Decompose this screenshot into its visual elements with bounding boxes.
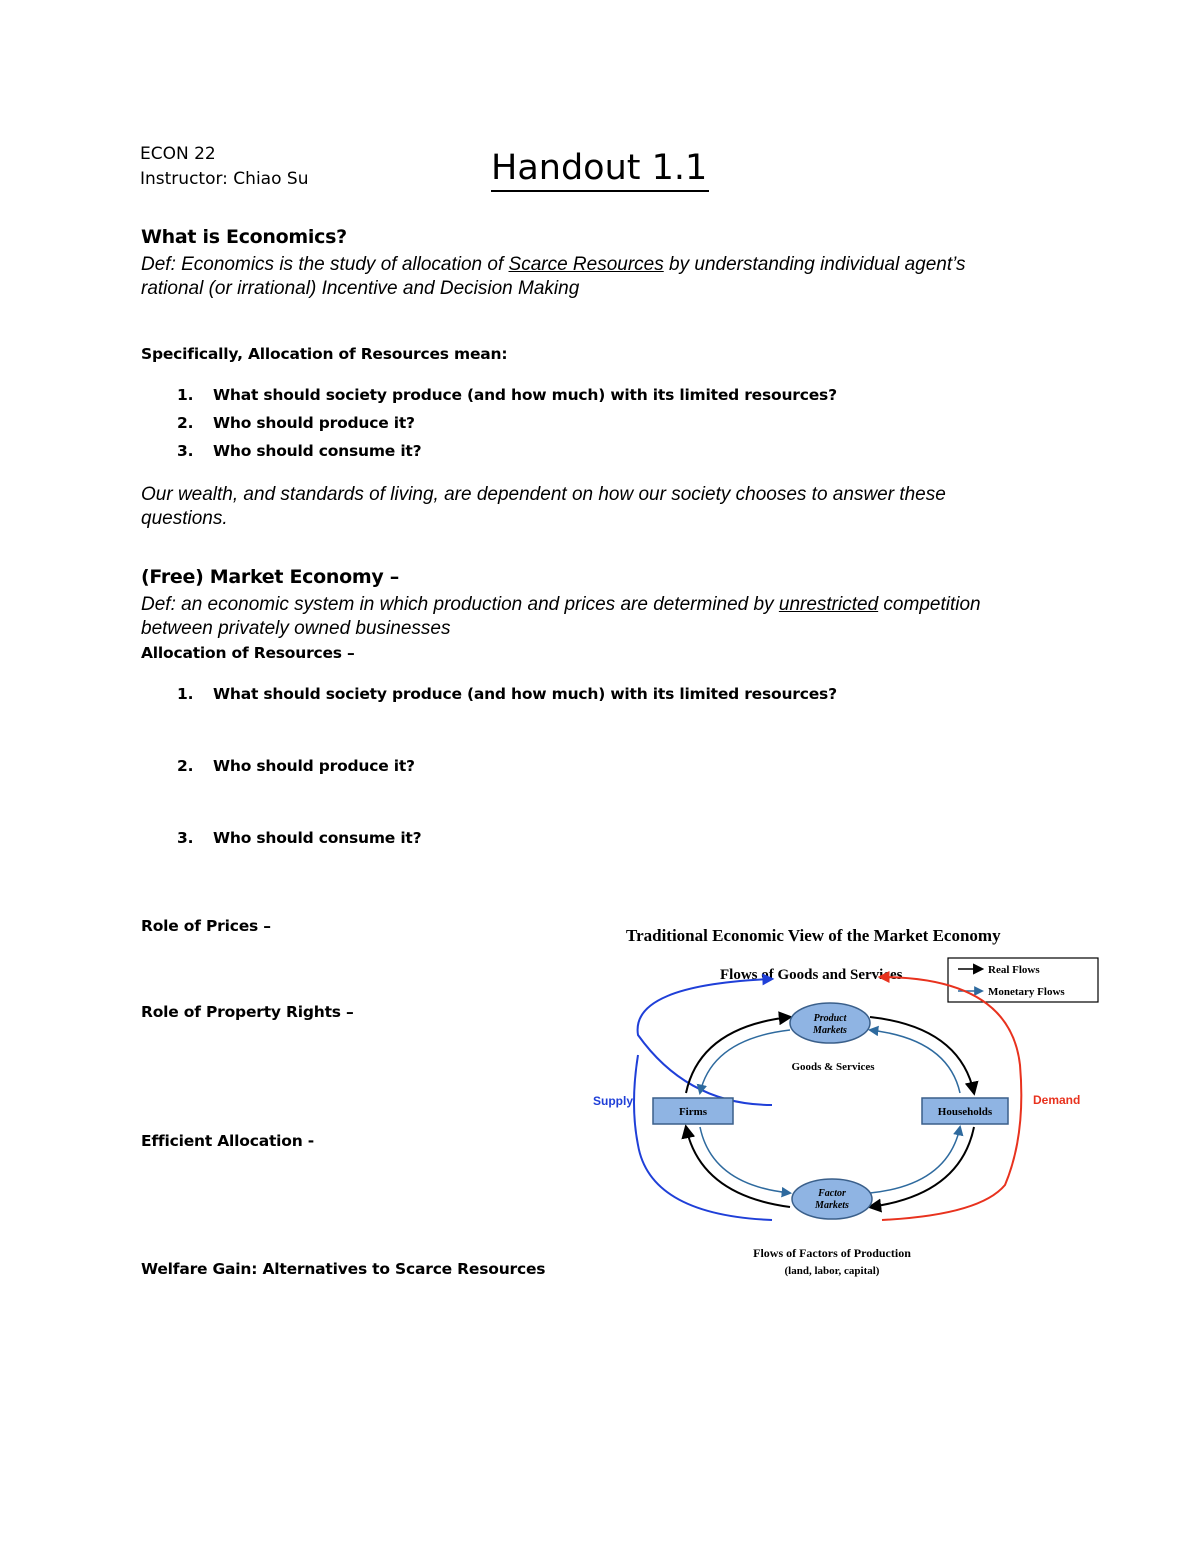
economics-definition — [141, 253, 1041, 301]
list-item — [177, 414, 415, 432]
real-flow-firms-to-product — [686, 1017, 790, 1093]
definition-text: between privately owned businesses — [141, 618, 451, 639]
course-code: ECON 22 — [140, 144, 216, 164]
section-heading-market-economy: (Free) Market Economy – — [141, 566, 399, 588]
real-flow-factor-to-firms — [686, 1127, 790, 1207]
factors-flow-label: Flows of Factors of Production — [753, 1246, 911, 1260]
list-item — [177, 442, 421, 460]
factor-markets-label: Markets — [815, 1200, 849, 1211]
list-number: 3. — [177, 829, 194, 847]
supply-label: Supply — [593, 1094, 634, 1108]
goods-services-label: Goods & Services — [791, 1061, 875, 1073]
allocation-subheading: Allocation of Resources – — [141, 644, 355, 662]
factor-markets-node — [792, 1179, 872, 1219]
definition-text: competition — [878, 594, 981, 615]
definition-underlined: Scarce Resources — [508, 254, 664, 275]
role-of-property-rights: Role of Property Rights – — [141, 1003, 354, 1021]
factor-markets-label: Factor — [818, 1188, 846, 1199]
demand-label: Demand — [1033, 1093, 1081, 1107]
monetary-flow-factor-to-households — [870, 1127, 960, 1193]
list-text: What should society produce (and how much) with its limited resources? — [213, 685, 837, 703]
list-item — [177, 757, 415, 775]
legend-monetary-flows: Monetary Flows — [988, 986, 1065, 998]
list-number: 2. — [177, 414, 194, 432]
definition-underlined: unrestricted — [778, 594, 879, 615]
real-flow-product-to-households — [870, 1017, 974, 1093]
list-text: Who should produce it? — [213, 414, 415, 432]
wealth-note — [141, 483, 1041, 531]
legend-real-flows: Real Flows — [988, 964, 1040, 976]
list-text: Who should consume it? — [213, 442, 422, 460]
page-title: Handout 1.1 — [491, 146, 709, 192]
product-markets-label: Markets — [813, 1025, 847, 1036]
welfare-gain: Welfare Gain: Alternatives to Scarce Resources — [141, 1260, 546, 1278]
households-label: Households — [937, 1106, 993, 1118]
instructor-name: Instructor: Chiao Su — [140, 169, 309, 189]
firms-label: Firms — [678, 1106, 708, 1118]
definition-text: Def: Economics is the study of allocation of — [141, 254, 509, 275]
factors-flow-sublabel: (land, labor, capital) — [784, 1265, 880, 1277]
list-text: What should society produce (and how much) with its limited resources? — [213, 386, 837, 404]
list-number: 2. — [177, 757, 194, 775]
definition-text: by understanding individual agent’s — [663, 254, 966, 275]
list-number: 3. — [177, 442, 194, 460]
definition-text: Def: an economic system in which production and prices are determined by — [141, 594, 779, 615]
product-markets-label: Product — [813, 1013, 847, 1024]
list-number: 1. — [177, 685, 194, 703]
goods-flow-label: Flows of Goods and Services — [720, 967, 903, 983]
section-heading-economics: What is Economics? — [141, 226, 347, 248]
real-flow-households-to-factor — [870, 1127, 974, 1207]
market-economy-definition — [141, 593, 1041, 641]
monetary-flow-firms-to-factor — [700, 1127, 790, 1193]
list-text: Who should consume it? — [213, 829, 422, 847]
role-of-prices: Role of Prices – — [141, 917, 271, 935]
list-item — [177, 829, 421, 847]
supply-arc-top — [638, 979, 772, 1105]
efficient-allocation: Efficient Allocation - — [141, 1132, 314, 1150]
list-item — [177, 685, 837, 703]
definition-text: rational (or irrational) Incentive and Decision Making — [141, 278, 580, 299]
course-header — [140, 142, 308, 192]
allocation-heading: Specifically, Allocation of Resources mean: — [141, 345, 508, 363]
note-text: questions. — [141, 508, 228, 529]
list-text: Who should produce it? — [213, 757, 415, 775]
list-item — [177, 386, 837, 404]
note-text: Our wealth, and standards of living, are dependent on how our society chooses to answer these — [141, 484, 946, 505]
market-economy-diagram — [590, 915, 1110, 1295]
list-number: 1. — [177, 386, 194, 404]
monetary-flow-households-to-product — [870, 1030, 960, 1093]
monetary-flow-product-to-firms — [700, 1030, 790, 1093]
diagram-title: Traditional Economic View of the Market Economy — [626, 926, 1001, 945]
